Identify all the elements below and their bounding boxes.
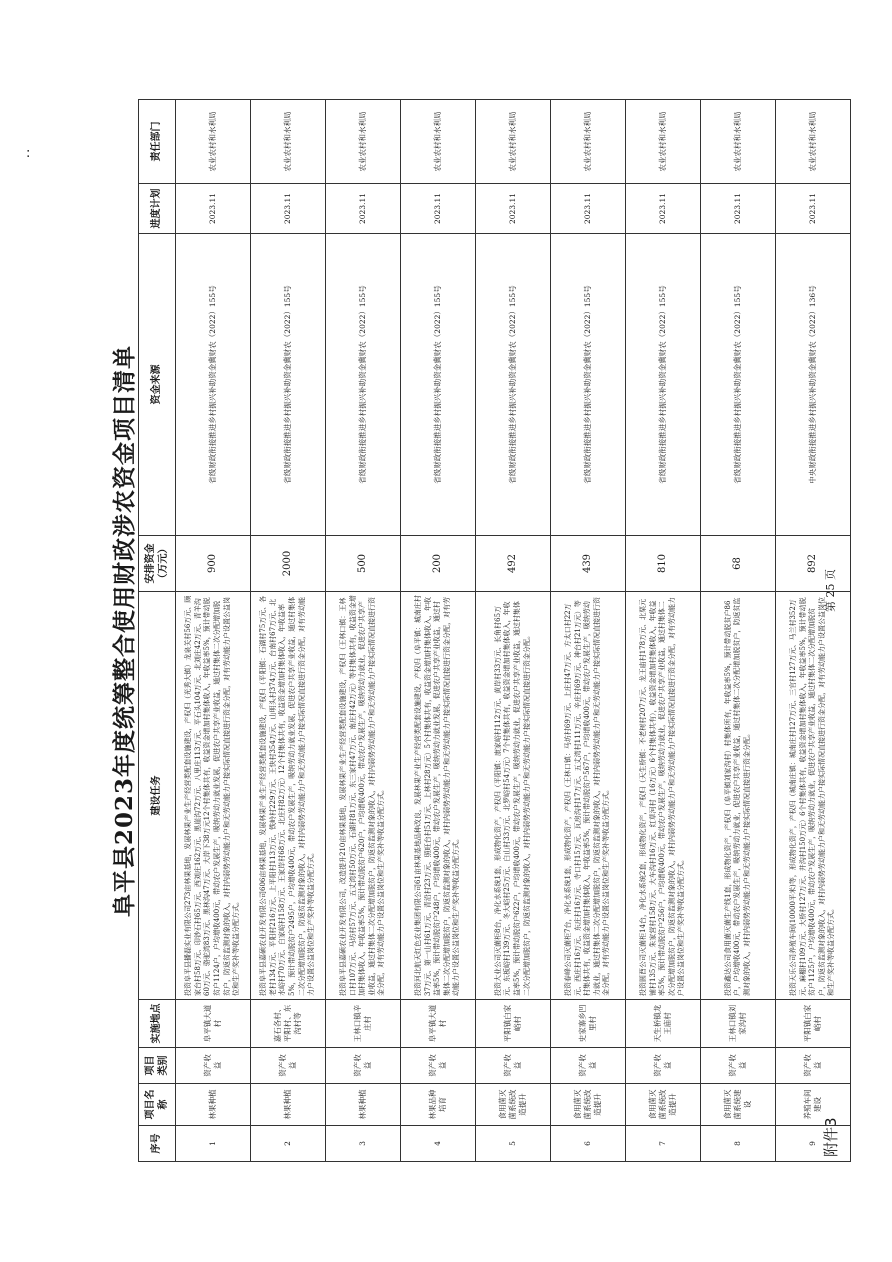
cell-task: 投资圆酉公司灭菌柜14台，净化水系统2套，形成物化资产，产权归（天生桥镇：不老树村207万元、龙王庙村178万元、北栗元铺村135万元、朱家营村158万元、大车沟村16万元、红草河村（16万元）6个村集体共有），收益资金增加村集体收入，年收益率5%，预计带动脱贫户256户，户均增收400元，带动农户发展生产，吸纳劳动力就业，促进农户共享产业收益，通过村集体二次分配增加脱贫户，防返贫监测对象的收入，对村内弱势劳动能力户和无劳动能力户接实际情况直接进行资金分配，对有劳动能力户设置公益岗位和生产奖补等收益分配方式。 [626, 592, 701, 1000]
cell-schedule: 2023.11 [176, 184, 251, 234]
cell-amount: 892 [776, 536, 851, 592]
cell-location: 天生桥镇龙王庙村 [626, 1000, 701, 1048]
cell-source: 省级财政衔接推进乡村振兴补助资金冀财农（2022）155号 [401, 234, 476, 536]
cell-schedule: 2023.11 [776, 184, 851, 234]
cell-no: 1 [176, 1126, 251, 1162]
cell-name: 林果种植 [326, 1084, 401, 1126]
cell-no: 7 [626, 1126, 701, 1162]
cell-category: 资产收益 [326, 1048, 401, 1084]
cell-task: 投资河北航天红色农业集团有限公司61亩林果基地品种改良，发展林果产业生产经营类配套设施建设，产权归（阜平镇：城南庄村37万元、第一山村61万元、青沿村23万元、照旺台村51万元、上林村28万元）5个村集体共有，收益资金增加村集体收入，年收益率5%，预计带动脱贫户248户，户均增收400元，带动农户发展生产，吸纳劳动力就业发展，促进农户共享产业收益，通过村集体二次分配增加脱贫户，防返贫监测对象的收入，对村内弱势劳动能力户和无劳动能力户接实际情况直接进行资金分配，对有劳动能力户设置公益岗位和生产奖补等收益分配方式。 [401, 592, 476, 1000]
col-header-category: 项目类别 [139, 1048, 176, 1084]
cell-category: 资产收益 [476, 1048, 551, 1084]
cell-amount: 68 [701, 536, 776, 592]
cell-dept: 农业农村和水利局 [551, 100, 626, 184]
cell-task: 投资阜平县嘉硕农业开发有限公司606亩林果基地，发展林果产业生产经营类配套设施建设，产权归（平阳镇：石湖村75万元、各老村134万元、平阳村216万元、上平阳村113万元、铁岭村229万元、王快村354万元、山明头村374万元、台南村67万元、北水峪村70万元、白家峪村158万元、王家岸村68万元、北庄村82万元）12个村集体共有，收益资金增加村集体收入，年收益率5%，预计带动脱贫户2495户，户均增收400元，带动农户发展生产，吸纳劳动力就业发展，促进农户共享产业收益，通过村集体二次分配增加脱贫户，防返贫监测对象的收入，对村内弱势劳动能力户和无劳动能力户接实际情况直接进行资金分配，对有劳动能力户设置公益岗位和生产奖补等收益分配方式。 [251, 592, 326, 1000]
cell-amount: 492 [476, 536, 551, 592]
table-row [776, 100, 851, 1162]
cell-task: 投资大业公司灭菌柜8台，净化水系统1套，形成物化资产，产权归（平阳镇：康家峪村112万元、黄岸村33万元、长角村65万元、东板峪村139万元、冬大峪村25万元、白山村33万元、北罗峪村54万元）7个村集体共有，收益资金增加村集体收入，年收益率5%，预计带动脱贫户622户，户均增收400元，带动农户发展生产，吸纳劳动力就业，促进农户共享产业收益，通过村集体二次分配增加脱贫户，防返贫监测对象的收入，对村内弱势劳动能力户和无劳动能力户接实际情况直接进行资金分配。 [476, 592, 551, 1000]
col-header-name: 项目名称 [139, 1084, 176, 1126]
cell-category: 资产收益 [776, 1048, 851, 1084]
cell-source: 省级财政衔接推进乡村振兴补助资金冀财农（2022）155号 [626, 234, 701, 536]
cell-dept: 农业农村和水利局 [251, 100, 326, 184]
cell-source: 省级财政衔接推进乡村振兴补助资金冀财农（2022）155号 [251, 234, 326, 536]
cell-no: 8 [701, 1126, 776, 1162]
cell-location: 王林口镇刘家沟村 [701, 1000, 776, 1048]
margin-mark: : [26, 146, 31, 161]
cell-source: 省级财政衔接推进乡村振兴补助资金冀财农（2022）155号 [701, 234, 776, 536]
table-row [626, 100, 701, 1162]
cell-no: 6 [551, 1126, 626, 1162]
cell-schedule: 2023.11 [476, 184, 551, 234]
table-header-row [139, 100, 176, 1162]
cell-no: 2 [251, 1126, 326, 1162]
cell-dept: 农业农村和水利局 [401, 100, 476, 184]
cell-amount: 200 [401, 536, 476, 592]
cell-name: 食用菌灭菌系统建设 [701, 1084, 776, 1126]
cell-schedule: 2023.11 [701, 184, 776, 234]
project-table [138, 99, 851, 1162]
cell-dept: 农业农村和水利局 [776, 100, 851, 184]
cell-dept: 农业农村和水利局 [626, 100, 701, 184]
cell-dept: 农业农村和水利局 [326, 100, 401, 184]
cell-source: 中央财政衔接推进乡村振兴补助资金冀财农（2022）136号 [776, 234, 851, 536]
cell-source: 省级财政衔接推进乡村振兴补助资金冀财农（2022）155号 [476, 234, 551, 536]
table-row [401, 100, 476, 1162]
col-header-location: 实施地点 [139, 1000, 176, 1048]
cell-source: 省级财政衔接推进乡村振兴补助资金冀财农（2022）155号 [326, 234, 401, 536]
cell-amount: 900 [176, 536, 251, 592]
cell-name: 食用菌灭菌系统改造提升 [551, 1084, 626, 1126]
cell-no: 3 [326, 1126, 401, 1162]
cell-category: 资产收益 [176, 1048, 251, 1084]
cell-category: 资产收益 [251, 1048, 326, 1084]
col-header-no: 序号 [139, 1126, 176, 1162]
col-header-task: 建设任务 [139, 592, 176, 1000]
cell-location: 王林口镇辛庄村 [326, 1000, 401, 1048]
cell-location: 阜平镇大道村 [401, 1000, 476, 1048]
cell-amount: 500 [326, 536, 401, 592]
col-header-amount: 安排资金（万元） [139, 536, 176, 592]
cell-location: 平阳镇白家峪村 [476, 1000, 551, 1048]
cell-schedule: 2023.11 [401, 184, 476, 234]
cell-amount: 810 [626, 536, 701, 592]
cell-no: 9 [776, 1126, 851, 1162]
cell-location: 史家寨乡凹里村 [551, 1000, 626, 1048]
attachment-label: 附件3 [822, 1117, 840, 1157]
cell-name: 食用菌灭菌系统改造提升 [626, 1084, 701, 1126]
cell-name: 养殖车间建设 [776, 1084, 851, 1126]
cell-schedule: 2023.11 [626, 184, 701, 234]
cell-task: 投资阜平县嘉硕农业开发有限公司，改造提升210亩林果基地，发展林果产业生产经营类配套设施建设，产权归（王林口镇：王林口村107万元、马坊村57万元、五丈湾村50万元、石湖村81万元、东三家村47万元、南庄村42万元）等村集体共有，收益资金增加村集体收入，年收益率5%，预计带动脱贫户620户，户均增收400元，带动农户发展生产，吸纳劳动力就业，促进农户共享产业收益，通过村集体二次分配增加脱贫户，防返贫监测对象的收入，对村内弱势劳动能力户和无劳动能力户接实际情况直接进行资金分配，对有劳动能力户设置公益岗位和生产奖补等收益分配方式。 [326, 592, 401, 1000]
page-number: 第 25 页 [824, 569, 837, 612]
col-header-schedule: 进度计划 [139, 184, 176, 234]
cell-category: 资产收益 [701, 1048, 776, 1084]
cell-schedule: 2023.11 [251, 184, 326, 234]
cell-source: 省级财政衔接推进乡村振兴补助资金冀财农（2022）155号 [551, 234, 626, 536]
cell-amount: 439 [551, 536, 626, 592]
cell-no: 4 [401, 1126, 476, 1162]
col-header-dept: 责任部门 [139, 100, 176, 184]
table-row [551, 100, 626, 1162]
cell-task: 投资天乐公司养殖车间(10000平米)等，形成物化资产，产权归（城南庄镇：城南庄村127万元、三官村127万元、马兰村352万元、麻棚村109万元、大桥村127万元、井沟村150万元）6个村集体共有，收益资金增加村集体收入，年收益率5%，预计带动脱贫户1125户，户均增收400元，带动农户发展生产，吸纳劳动力就业，促进农户共享产业收益，通过村集体二次分配增加脱贫户，防返贫监测对象的收入，对村内弱势劳动能力户和无劳动能力户接实际情况直接进行资金分配，对有劳动能力户设置公益岗位和生产奖补等收益分配方式。 [776, 592, 851, 1000]
cell-source: 省级财政衔接推进乡村振兴补助资金冀财农（2022）155号 [176, 234, 251, 536]
cell-schedule: 2023.11 [326, 184, 401, 234]
cell-no: 5 [476, 1126, 551, 1162]
cell-dept: 农业农村和水利局 [701, 100, 776, 184]
col-header-source: 资金来源 [139, 234, 176, 536]
cell-location: 嘉石各村、平阳村、东沟村等 [251, 1000, 326, 1048]
table-row [476, 100, 551, 1162]
cell-task: 投资鑫达公司食用菌灭菌生产线1套，形成物化资产，产权归（阜平镇刘家沟村）村集体所有，年收益率5%，预计带动脱贫户86户，户均增收400元，带动农户发展生产，吸纳劳动力就业，促进农户共享产业收益，通过村集体二次分配增加脱贫户，防返贫监测对象的收入，对村内弱势劳动能力户和无劳动能力户接实际情况直接进行资金分配。 [701, 592, 776, 1000]
cell-name: 林果种植 [176, 1084, 251, 1126]
cell-category: 资产收益 [551, 1048, 626, 1084]
table-row [176, 100, 251, 1162]
cell-dept: 农业农村和水利局 [176, 100, 251, 184]
table-row [251, 100, 326, 1162]
table-row [701, 100, 776, 1162]
page-title: 阜平县2023年度统筹整合使用财政涉农资金项目清单 [111, 345, 138, 918]
cell-name: 林果品种培育 [401, 1084, 476, 1126]
cell-category: 资产收益 [401, 1048, 476, 1084]
cell-location: 平阳镇白家峪村 [776, 1000, 851, 1048]
cell-name: 食用菌灭菌系统改造提升 [476, 1084, 551, 1126]
cell-name: 林果种植 [251, 1084, 326, 1126]
cell-dept: 农业农村和水利局 [476, 100, 551, 184]
cell-task: 投资阜平县播磊实业有限公司273亩林果基地，发展林果产业生产经营类配套设施建设，产权归（光秀大镇）龙泉关村56万元、顾家台村58万元、印钞石村65万元、西刘庄162万元、黑崖沟72万元、八里庄113万元、平石头104万元、北刘庄42万元、青羊沟60万元、骆驼湾83万元、黑林沟47万元、大岸下38万元12个村集体共有，收益资金增加村集体收入，年收益率5%，预计带动脱贫户1124户，户均增收400元，带动农户发展生产，吸纳劳动力就业发展，促进农户共享产业收益，通过村集体二次分配增加脱贫户，防返贫监测对象的收入，对村内弱势劳动能力户和无劳动能力户接实际情况直接进行资金分配，对有劳动能力户设置公益岗位和生产奖补等收益分配方式。 [176, 592, 251, 1000]
cell-task: 投资春峰公司灭菌柜7台，净化水系统1套，形成物化资产，产权归（王林口镇：马坊村69万元、上庄村47万元、方太口村22万元、西庄村16万元、东庄村16万元、寺口村15万元、瓦房沟村17万元、五丈湾村111万元、辛庄村69万元、神台村21万元）等村集体共有，收益资金增加村集体收入，年收益率5%，预计带动脱贫户567户，户均增收400元，带动农户发展生产，吸纳劳动力就业，通过村集体二次分配增加脱贫户，防返贫监测对象的收入，对村内弱势劳动能力户和无劳动能力户接实际情况直接进行资金分配，对有劳动能力户设置公益岗位和生产奖补等收益分配方式。 [551, 592, 626, 1000]
cell-location: 阜平镇大道村 [176, 1000, 251, 1048]
cell-category: 资产收益 [626, 1048, 701, 1084]
table-row [326, 100, 401, 1162]
cell-schedule: 2023.11 [551, 184, 626, 234]
cell-amount: 2000 [251, 536, 326, 592]
